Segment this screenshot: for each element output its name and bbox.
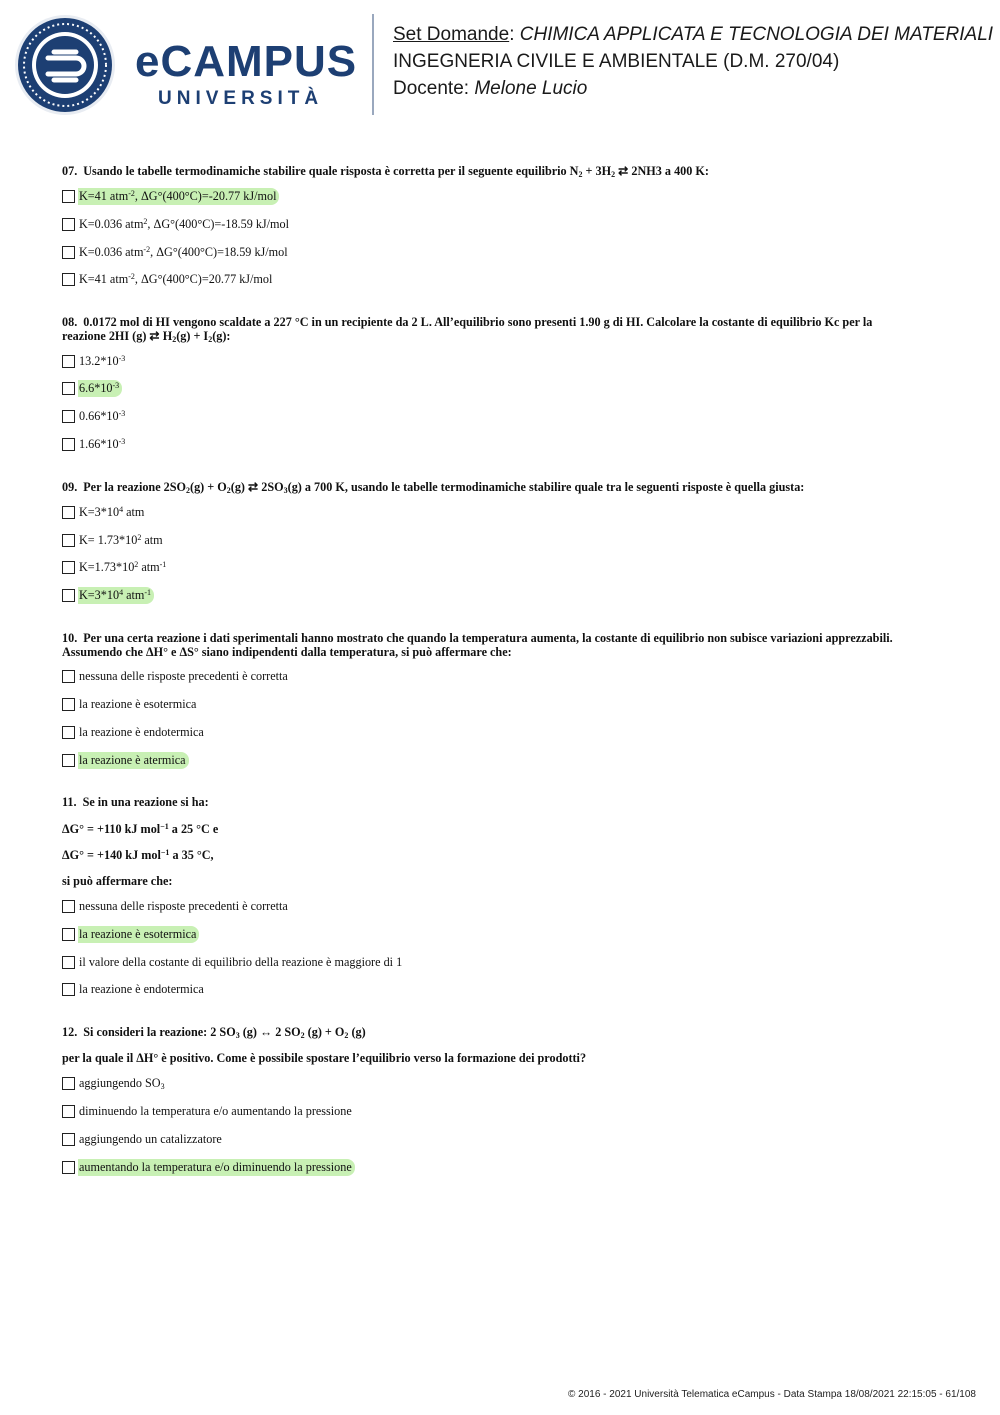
q11-line-prompt: si può affermare che: bbox=[62, 874, 173, 888]
q12-option-3[interactable]: aggiungendo un catalizzatore bbox=[62, 1131, 225, 1148]
q07-option-3[interactable]: K=0.036 atm$^{-2}$, ΔG°(400°C)=18.59 kJ/mol bbox=[62, 244, 291, 261]
university-seal-logo bbox=[14, 14, 116, 116]
checkbox[interactable] bbox=[62, 506, 75, 519]
checkbox[interactable] bbox=[62, 438, 75, 451]
teacher-line bbox=[393, 78, 587, 100]
checkbox[interactable] bbox=[62, 1077, 75, 1090]
header-divider bbox=[372, 14, 374, 115]
q11-option-2[interactable]: la reazione è esotermica bbox=[62, 926, 199, 943]
question-12: 12. Si consideri la reazione: 2 $SO_3$ (g) ↔ 2 $SO_2$ $(g) + O_2$ (g) bbox=[62, 1025, 366, 1040]
q07-option-4[interactable]: K=41 atm$^{-2}$, ΔG°(400°C)=20.77 kJ/mol bbox=[62, 271, 275, 288]
q09-option-1[interactable]: $K=3*10^4$ atm bbox=[62, 504, 147, 521]
checkbox[interactable] bbox=[62, 218, 75, 231]
set-label: Set Domande bbox=[393, 24, 510, 45]
course-title: CHIMICA APPLICATA E TECNOLOGIA DEI MATERIALI bbox=[519, 24, 994, 45]
q09-option-4[interactable]: $K=3*10^4$ atm$^{-1}$ bbox=[62, 587, 154, 604]
checkbox[interactable] bbox=[62, 273, 75, 286]
question-08: 08. 0.0172 mol di HI vengono scaldate a 227 °C in un recipiente da 2 L. All’equilibrio sono presenti 1.90 g di HI. Calcolare la costante di equilibrio Kc per la reazione 2HI (g) ⇄ $H_2(g) + I_2(g)$: bbox=[62, 315, 873, 344]
checkbox[interactable] bbox=[62, 983, 75, 996]
q11-option-4[interactable]: la reazione è endotermica bbox=[62, 981, 207, 998]
q12-line-prompt: per la quale il ΔH° è positivo. Come è possibile spostare l’equilibrio verso la formazione dei prodotti? bbox=[62, 1051, 587, 1065]
logo-wordmark: eCAMPUS bbox=[135, 37, 358, 86]
checkbox[interactable] bbox=[62, 1133, 75, 1146]
checkbox[interactable] bbox=[62, 561, 75, 574]
q12-option-4[interactable]: aumentando la temperatura e/o diminuendo la pressione bbox=[62, 1159, 355, 1176]
checkbox[interactable] bbox=[62, 956, 75, 969]
question-11: 11. Se in una reazione si ha: bbox=[62, 795, 209, 809]
teacher-label: Docente: bbox=[393, 78, 470, 99]
q10-option-1[interactable]: nessuna delle risposte precedenti è corretta bbox=[62, 668, 291, 685]
q08-option-2[interactable]: $6.6*10^{-3}$ bbox=[62, 380, 122, 397]
q12-option-2[interactable]: diminuendo la temperatura e/o aumentando la pressione bbox=[62, 1103, 355, 1120]
q10-option-4[interactable]: la reazione è atermica bbox=[62, 752, 189, 769]
q09-option-3[interactable]: $K=1.73*10^2$ atm$^{-1}$ bbox=[62, 559, 169, 576]
q09-option-2[interactable]: $K= 1.73*10^2$ atm bbox=[62, 532, 166, 549]
checkbox[interactable] bbox=[62, 1161, 75, 1174]
degree-title: INGEGNERIA CIVILE E AMBIENTALE (D.M. 270/04) bbox=[393, 51, 840, 72]
checkbox[interactable] bbox=[62, 1105, 75, 1118]
checkbox[interactable] bbox=[62, 698, 75, 711]
checkbox[interactable] bbox=[62, 410, 75, 423]
q11-option-1[interactable]: nessuna delle risposte precedenti è corretta bbox=[62, 898, 291, 915]
checkbox[interactable] bbox=[62, 670, 75, 683]
question-07: 07. Usando le tabelle termodinamiche stabilire quale risposta è corretta per il seguente equilibrio $N_2 + 3H_2$ ⇄ 2NH3 a 400 K: bbox=[62, 164, 709, 179]
q08-option-3[interactable]: $0.66*10^{-3}$ bbox=[62, 408, 128, 425]
checkbox[interactable] bbox=[62, 246, 75, 259]
checkbox[interactable] bbox=[62, 589, 75, 602]
q11-option-3[interactable]: il valore della costante di equilibrio della reazione è maggiore di 1 bbox=[62, 954, 405, 971]
checkbox[interactable] bbox=[62, 534, 75, 547]
q11-line-delta-g-25: ΔG° = +110 kJ mol$^{-1}$ a 25 °C e bbox=[62, 822, 219, 836]
q12-option-1[interactable]: aggiungendo $SO_3$ bbox=[62, 1075, 168, 1092]
q07-option-1[interactable]: K=41 atm$^{-2}$, ΔG°(400°C)=-20.77 kJ/mol bbox=[62, 188, 279, 205]
checkbox[interactable] bbox=[62, 900, 75, 913]
page-footer: © 2016 - 2021 Università Telematica eCampus - Data Stampa 18/08/2021 22:15:05 - 61/108 bbox=[568, 1389, 976, 1400]
checkbox[interactable] bbox=[62, 190, 75, 203]
logo-subtitle: UNIVERSITÀ bbox=[158, 88, 324, 109]
question-10: 10. Per una certa reazione i dati sperimentali hanno mostrato che quando la temperatura aumenta, la costante di equilibrio non subisce variazioni apprezzabili. Assumendo che ΔH° e ΔS° siano indipendenti dalla temperatura, si può affermare che: bbox=[62, 631, 893, 659]
q10-option-2[interactable]: la reazione è esotermica bbox=[62, 696, 199, 713]
checkbox[interactable] bbox=[62, 928, 75, 941]
q07-option-2[interactable]: K=0.036 atm$^2$, ΔG°(400°C)=-18.59 kJ/mol bbox=[62, 216, 292, 233]
question-09: 09. Per la reazione $2SO_2(g) + O_2(g)$ ⇄ $2SO_3(g)$ a 700 K, usando le tabelle termodinamiche stabilire quale tra le seguenti risposte è quella giusta: bbox=[62, 480, 805, 495]
header-course-line: Set Domande: CHIMICA APPLICATA E TECNOLOGIA DEI MATERIALI bbox=[393, 24, 994, 45]
q10-option-3[interactable]: la reazione è endotermica bbox=[62, 724, 207, 741]
q08-option-4[interactable]: $1.66*10^{-3}$ bbox=[62, 436, 128, 453]
checkbox[interactable] bbox=[62, 382, 75, 395]
teacher-name: Melone Lucio bbox=[474, 78, 588, 99]
q11-line-delta-g-35: ΔG° = +140 kJ mol$^{-1}$ a 35 °C, bbox=[62, 848, 214, 862]
checkbox[interactable] bbox=[62, 355, 75, 368]
checkbox[interactable] bbox=[62, 754, 75, 767]
checkbox[interactable] bbox=[62, 726, 75, 739]
q08-option-1[interactable]: $13.2*10^{-3}$ bbox=[62, 353, 128, 370]
